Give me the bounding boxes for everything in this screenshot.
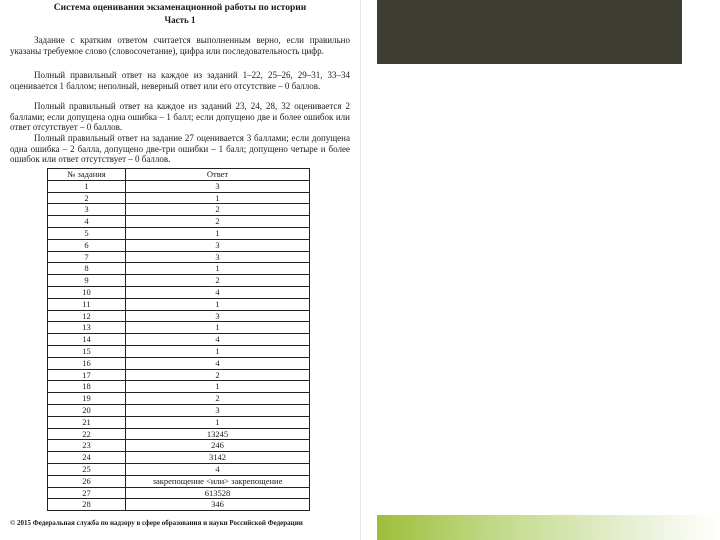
task-number-cell: 21 — [48, 416, 126, 428]
table-row — [48, 416, 310, 428]
table-row — [48, 310, 310, 322]
table-row — [48, 381, 310, 393]
answer-cell: 3 — [126, 404, 310, 416]
table-row — [48, 204, 310, 216]
table-row — [48, 487, 310, 499]
answer-cell: 2 — [126, 369, 310, 381]
table-row — [48, 452, 310, 464]
task-number-cell: 23 — [48, 440, 126, 452]
answer-cell: 613528 — [126, 487, 310, 499]
answer-cell: 4 — [126, 286, 310, 298]
table-row — [48, 334, 310, 346]
task-number-cell: 18 — [48, 381, 126, 393]
answer-cell: 3 — [126, 310, 310, 322]
task-number-cell: 6 — [48, 239, 126, 251]
table-row — [48, 216, 310, 228]
task-number-cell: 5 — [48, 227, 126, 239]
answer-cell: 1 — [126, 381, 310, 393]
task-number-cell: 2 — [48, 192, 126, 204]
task-number-cell: 25 — [48, 463, 126, 475]
decorative-green-bar — [377, 515, 720, 540]
table-row — [48, 227, 310, 239]
table-row — [48, 322, 310, 334]
answer-cell: 13245 — [126, 428, 310, 440]
table-row — [48, 239, 310, 251]
answer-cell: 4 — [126, 463, 310, 475]
table-row — [48, 180, 310, 192]
task-number-cell: 4 — [48, 216, 126, 228]
table-row — [48, 499, 310, 511]
answer-cell: 2 — [126, 216, 310, 228]
task-number-cell: 20 — [48, 404, 126, 416]
answer-cell: 346 — [126, 499, 310, 511]
answer-cell: 246 — [126, 440, 310, 452]
decorative-corner — [682, 0, 720, 28]
answer-cell: 1 — [126, 192, 310, 204]
answers-table-body — [48, 180, 310, 510]
table-row — [48, 192, 310, 204]
task-number-cell: 14 — [48, 334, 126, 346]
table-row — [48, 463, 310, 475]
document-title: Система оценивания экзаменационной работы по истории — [53, 3, 307, 13]
task-number-cell: 22 — [48, 428, 126, 440]
table-row — [48, 345, 310, 357]
decorative-dark-block — [377, 0, 682, 64]
task-number-cell: 12 — [48, 310, 126, 322]
task-number-cell: 13 — [48, 322, 126, 334]
table-row — [48, 369, 310, 381]
answer-cell: 1 — [126, 416, 310, 428]
answer-cell: 3 — [126, 251, 310, 263]
answer-cell: 2 — [126, 204, 310, 216]
task-number-cell: 16 — [48, 357, 126, 369]
task-number-cell: 3 — [48, 204, 126, 216]
answer-cell: 1 — [126, 345, 310, 357]
task-number-cell: 11 — [48, 298, 126, 310]
task-number-cell: 9 — [48, 275, 126, 287]
table-row — [48, 357, 310, 369]
answer-cell: закрепощение <или> закрепощение — [126, 475, 310, 487]
task-number-cell: 27 — [48, 487, 126, 499]
answer-cell: 4 — [126, 334, 310, 346]
task-number-cell: 1 — [48, 180, 126, 192]
answer-cell: 3142 — [126, 452, 310, 464]
task-number-cell: 24 — [48, 452, 126, 464]
answer-cell: 1 — [126, 227, 310, 239]
page-divider — [360, 0, 361, 540]
table-row — [48, 393, 310, 405]
task-number-cell: 17 — [48, 369, 126, 381]
task-number-cell: 10 — [48, 286, 126, 298]
copyright-footer: © 2015 Федеральная служба по надзору в сфере образования и науки Российской Федерации — [10, 519, 303, 527]
header-answer: Ответ — [126, 169, 310, 181]
task-number-cell: 19 — [48, 393, 126, 405]
task-number-cell: 28 — [48, 499, 126, 511]
answer-cell: 1 — [126, 322, 310, 334]
task-number-cell: 8 — [48, 263, 126, 275]
table-row — [48, 275, 310, 287]
task-number-cell: 15 — [48, 345, 126, 357]
paragraph-one-point: Полный правильный ответ на каждое из заданий 1–22, 25–26, 29–31, 33–34 оценивается 1 баллом; неполный, неверный ответ или его отсутствие – 0 баллов. — [10, 70, 350, 91]
answer-cell: 2 — [126, 393, 310, 405]
paragraph-short-answer: Задание с кратким ответом считается выполненным верно, если правильно указаны требуемое слово (словосочетание), цифра или последовательность цифр. — [10, 35, 350, 56]
table-row — [48, 298, 310, 310]
task-number-cell: 26 — [48, 475, 126, 487]
answer-cell: 4 — [126, 357, 310, 369]
table-row — [48, 428, 310, 440]
paragraph-two-points: Полный правильный ответ на каждое из заданий 23, 24, 28, 32 оценивается 2 баллами; если допущена одна ошибка – 1 балл; если допущено две и более ошибок или ответ отсутствует – 0 баллов. — [10, 101, 350, 133]
table-row — [48, 440, 310, 452]
header-task-number: № задания — [48, 169, 126, 181]
table-row — [48, 404, 310, 416]
answer-cell: 1 — [126, 263, 310, 275]
paragraph-three-points: Полный правильный ответ на задание 27 оценивается 3 баллами; если допущена одна ошибка – 2 балла, допущено две-три ошибки – 1 балл; допущено четыре и более ошибок или ответ отсутствует – 0 баллов. — [10, 133, 350, 165]
table-header-row — [48, 169, 310, 181]
answer-cell: 3 — [126, 239, 310, 251]
table-row — [48, 263, 310, 275]
answer-cell: 2 — [126, 275, 310, 287]
table-row — [48, 475, 310, 487]
table-row — [48, 286, 310, 298]
table-row — [48, 251, 310, 263]
document-subtitle: Часть 1 — [164, 15, 196, 25]
answers-table — [47, 168, 310, 511]
answer-cell: 1 — [126, 298, 310, 310]
answer-cell: 3 — [126, 180, 310, 192]
task-number-cell: 7 — [48, 251, 126, 263]
